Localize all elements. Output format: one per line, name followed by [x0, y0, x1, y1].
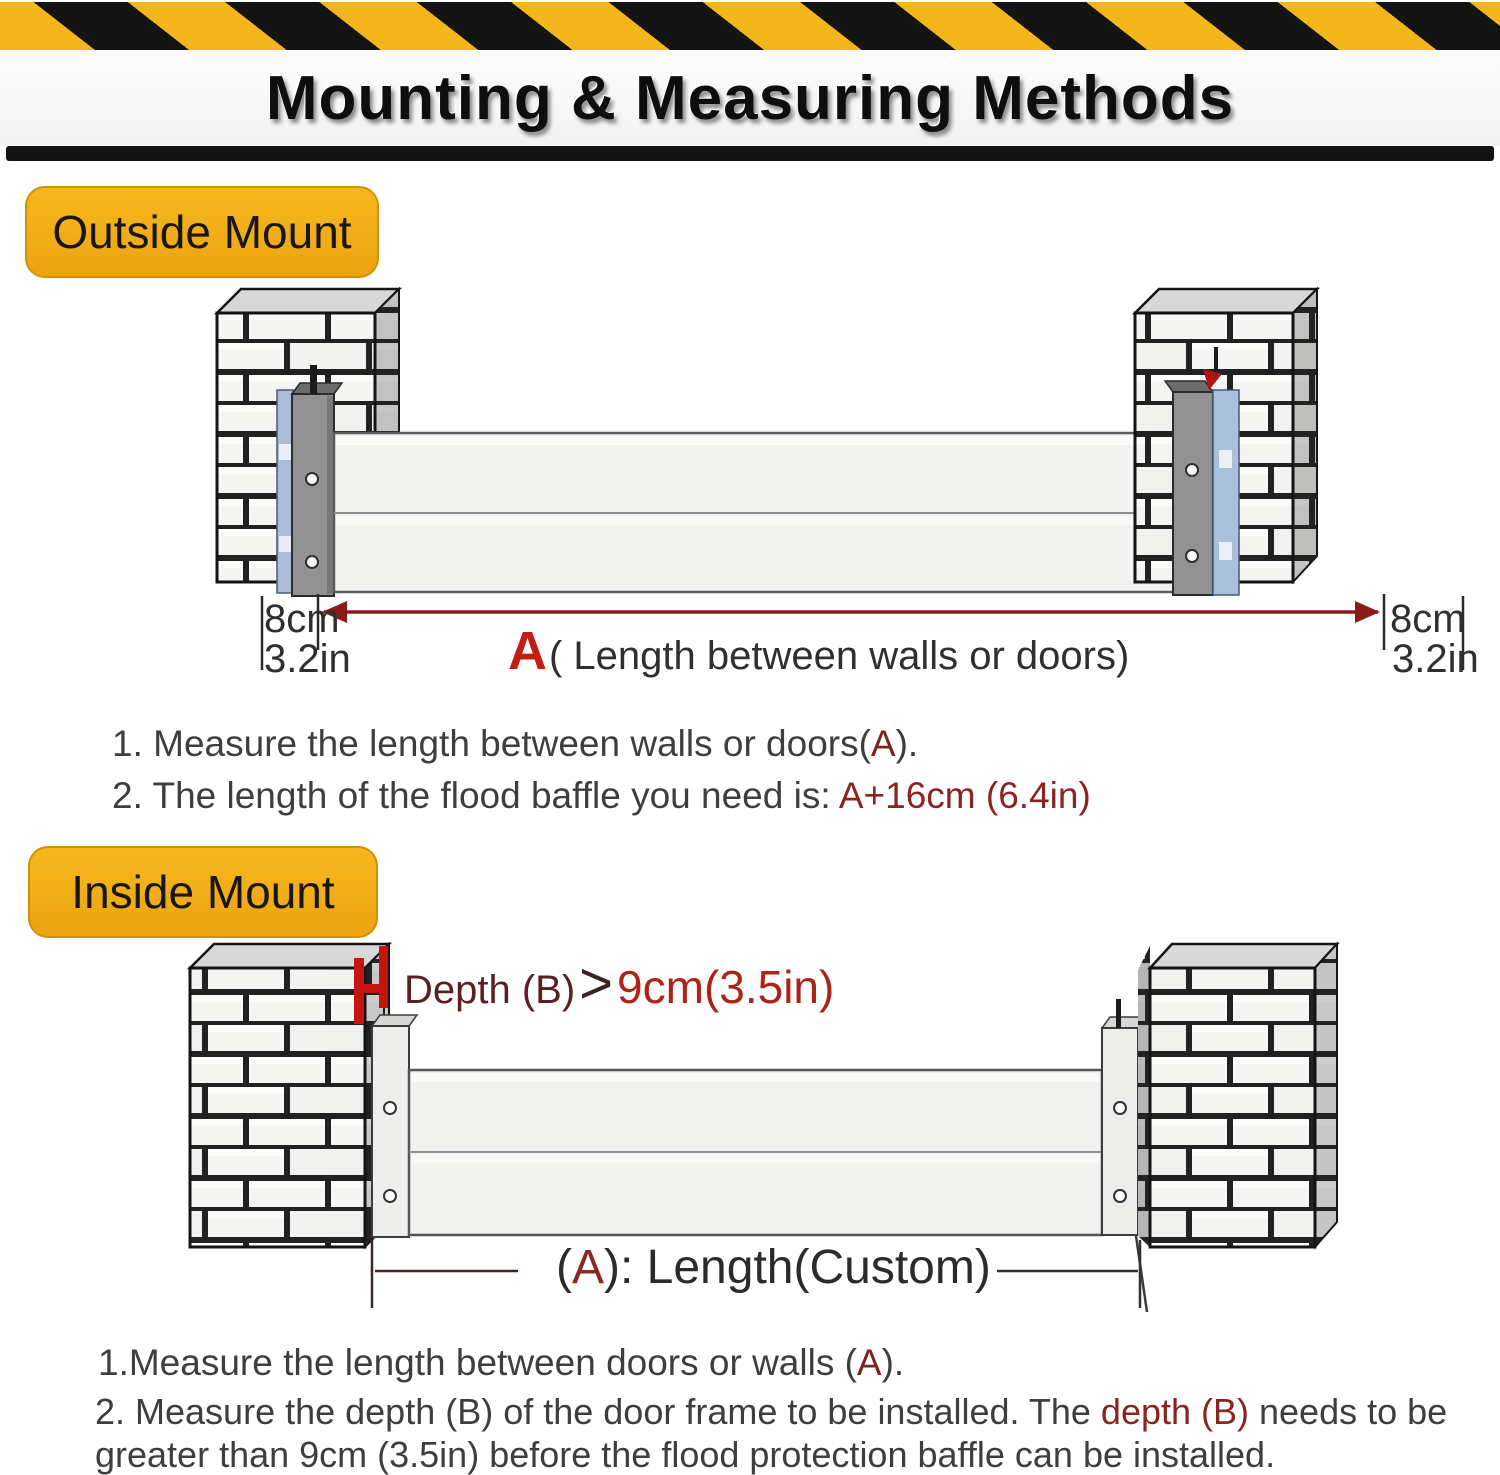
- wall-plate: [1213, 390, 1239, 595]
- length-arrow-label: [508, 620, 1129, 682]
- outside-diagram: [217, 289, 1463, 670]
- outside-mount-instructions: [112, 718, 1091, 822]
- screw-hole: [1186, 550, 1198, 562]
- screw-hole: [1114, 1102, 1126, 1114]
- page-title: Mounting & Measuring Methods: [265, 63, 1235, 133]
- inside-mount-badge-label: Inside Mount: [71, 866, 335, 918]
- inside-step-1: 1.Measure the length between doors or walls (A).: [98, 1342, 905, 1383]
- greater-than-sign: >: [579, 951, 614, 1016]
- depth-requirement-label: [404, 950, 834, 1017]
- wall-plate: [277, 390, 293, 593]
- right-offset-in-label: 3.2in: [1392, 637, 1479, 681]
- inside-flood-barrier: [409, 1070, 1102, 1235]
- screw-hole: [384, 1102, 396, 1114]
- screw-hole: [306, 473, 318, 485]
- outside-left-mounting-hardware: [277, 365, 342, 596]
- outside-mount-badge: [25, 186, 379, 278]
- outside-step-2: 2. The length of the flood baffle you need is: A+16cm (6.4in): [112, 775, 1091, 816]
- right-offset-cm-label: 8cm: [1390, 597, 1466, 641]
- outside-mount-badge-label: Outside Mount: [52, 206, 352, 258]
- channel-pin: [1116, 999, 1121, 1028]
- arrowhead-right-icon: [1355, 601, 1380, 623]
- custom-length-label: (A): Length(Custom): [556, 1241, 991, 1294]
- outside-flood-barrier: [334, 433, 1175, 592]
- length-variable-a: A: [508, 621, 547, 681]
- left-offset-in-label: 3.2in: [264, 637, 351, 681]
- screw-hole: [306, 556, 318, 568]
- screw-hole: [1186, 464, 1198, 476]
- channel-pin: [310, 365, 317, 394]
- depth-label-text: Depth (B): [404, 968, 576, 1012]
- mounting-channel: [1173, 392, 1213, 595]
- depth-value: 9cm(3.5in): [617, 961, 835, 1013]
- length-arrow-caption: ( Length between walls or doors): [549, 634, 1130, 678]
- screw-hole: [1114, 1190, 1126, 1202]
- screw-hole: [384, 1190, 396, 1202]
- inside-mount-badge: [28, 846, 378, 938]
- outside-step-1: 1. Measure the length between walls or doors(A).: [112, 723, 919, 764]
- left-offset-cm-label: 8cm: [264, 597, 340, 641]
- inside-right-pillar: [1136, 944, 1337, 1312]
- inside-step-2: 2. Measure the depth (B) of the door frame to be installed. The depth (B) needs to be greater than 9cm (3.5in) before the flood protection baffle can be installed.: [95, 1391, 1448, 1475]
